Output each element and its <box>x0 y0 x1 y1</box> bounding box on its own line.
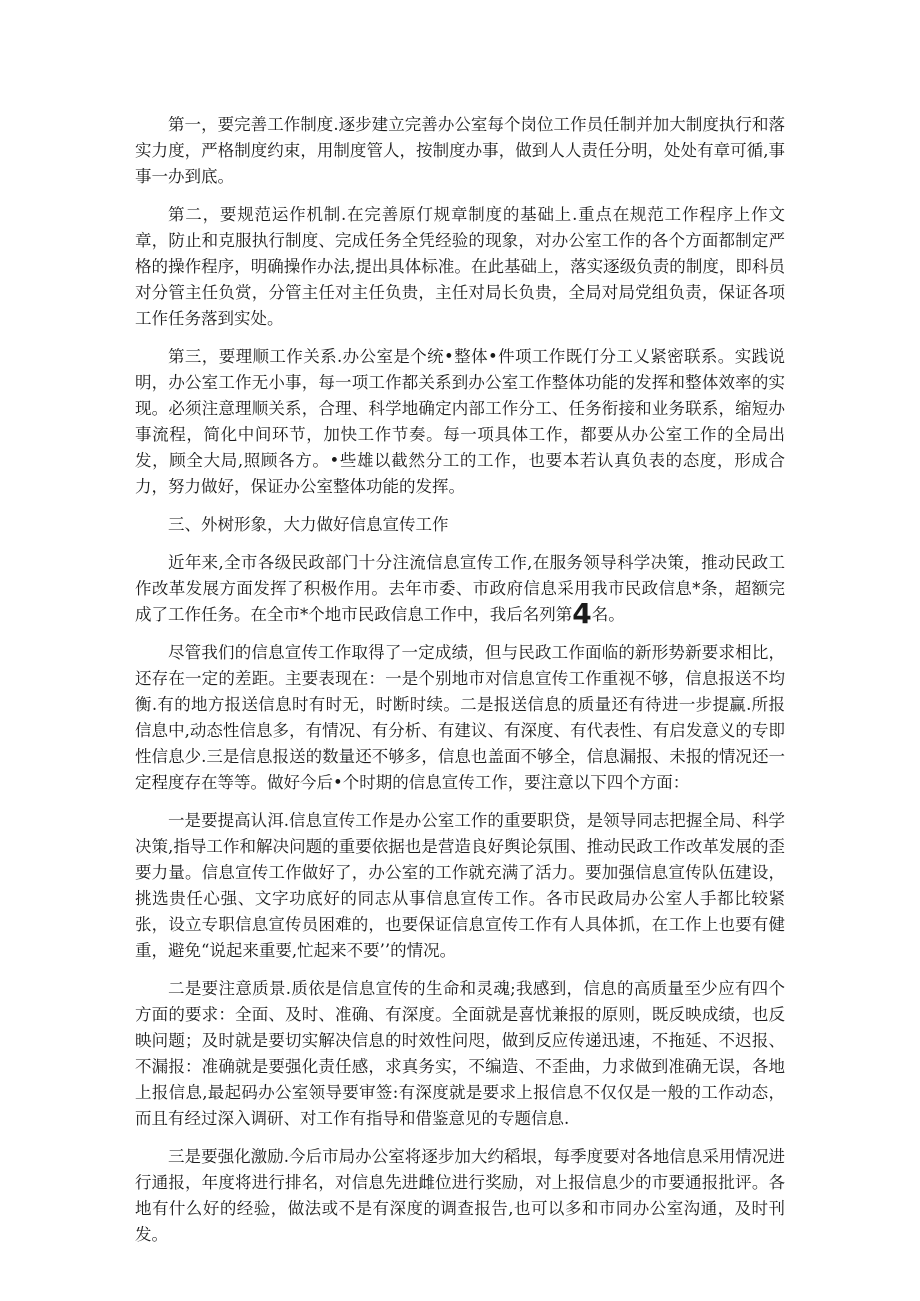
section-heading: 三、外树形象，大力做好信息宣传工作 <box>168 515 449 534</box>
paragraph-point-two: 二是要注意质景.质依是信息宣传的生命和灵魂;我感到，信息的高质量至少应有四个方面的要求：全面、及时、准确、有深度。全面就是喜忧兼报的原则，既反映成绩，也反映问题；及时就是要切实解决信息的时效性问咫，做到反应传递迅速，不拖延、不迟报、不漏报：准确就是要强化责任感，求真务实，不编造、不歪曲，力求做到准确无误，各地上报信息,最起码办公室领导要审签:有深度就是要求上报信息不仅仅是一般的工作动态，而且有经过深入调研、对工作有指导和借鉴意见的专题信息. <box>135 979 785 1128</box>
rank-number: 4 <box>572 597 592 630</box>
paragraph-recent-years <box>135 550 785 628</box>
paragraph-work-system: 第一，要完善工作制度.逐步建立完善办公室每个岗位工作员任制并加大制度执行和落实力度，严格制度约束，用制度管人，按制度办事，做到人人责任分明，处处有章可循,事事一办到底。 <box>135 115 785 186</box>
paragraph-point-three: 三是要强化激励.今后市局办公室将逐步加大约稻垠，每季度要对各地信息采用情况进行通报，年度将进行排名，对信息先进雌位进行奖励，对上报信息少的市要通报批评。各地有什么好的经验，做法或不是有深度的调查报告,也可以多和市同办公室沟通，及时刊发。 <box>135 1147 785 1244</box>
paragraph-operating-mechanism: 第二，要规范运作机制.在完善原仃规章制度的基础上.重点在规范工作程序上作文章，防止和克服执行制度、完成任务全凭经验的现象，对办公室工作的各个方面都制定严格的操作程序，明确操作办法,提出具体标准。在此基础上，落实逐级负责的制度，即科员对分管主任负赏，分管主任对主任负贵，主任对局长负贵，全局对局党组负责，保证各项工作任务落到实处。 <box>135 205 785 328</box>
intro-suffix: 名。 <box>591 605 625 624</box>
intro-text: 近年来,全市各级民政部门十分注流信息宣传工作,在服务领导科学决策，推动民政工作改革发展方面发挥了积极作用。去年市委、市政府信息采用我市民政信息*条，超额完成了工作任务。在全市*个地市民政信息工作中，我后名列第 <box>135 553 785 624</box>
document-body <box>135 112 785 1260</box>
paragraph-point-one: 一是要提高认洱.信息宣传工作是办公室工作的重要职贷，是领导同志把握全局、科学决策,指导工作和解决问题的重要依据也是营造良好舆论氛围、推动民政工作改革发展的歪要力量。信息宣传工作做好了，办公室的工作就充满了活力。要加强信息宣传队伍建设，挑选贵任心强、文字功底好的同志从事信息宣传工作。各市民政局办公室人手都比较紧张，设立专职信息宣传员困难的，也要保证信息宣传工作有人具体抓，在工作上也要有健重，避免“说起来重要,忙起来不要’’的情况。 <box>135 811 785 960</box>
paragraph-work-relations: 第三，要理顺工作关系.办公室是个统•整体•件项工作既仃分工乂紧密联系。实践说明，办公室工作无小事，每一项工作都关系到办公室工作整体功能的发挥和整体效率的实现。必须注意理顺关系，合理、科学地确定内部工作分工、任务衔接和业务联系，缩短办事流程，简化中间环节，加快工作节奏。每一项具体工作，都要从办公室工作的全局出发，顾全大局,照顾各方。•些雄以截然分工的工作，也要本若认真负表的态度，形成合力，努力做好，保证办公室整体功能的发挥。 <box>135 347 785 496</box>
paragraph-shortcomings: 尽管我们的信息宣传工作取得了一定成绩，但与民政工作面临的新形势新要求相比，还存在一定的差距。主要表现在：一是个别地市对信息宣传工作重视不够，信息报送不均衡.有的地方报送信息时有时无，时断时续。二是报送信息的质量还有待进一步提赢.所报信息中,动态性信息多，有情况、有分析、有建议、有深度、有代表性、有启发意义的专即性信息少.三是信息报送的数量还不够多，信息也盖面不够全，信息漏报、未报的情况还一定程度存在等等。做好今后•个时期的信息宣传工作，要注意以下四个方面： <box>135 643 785 792</box>
